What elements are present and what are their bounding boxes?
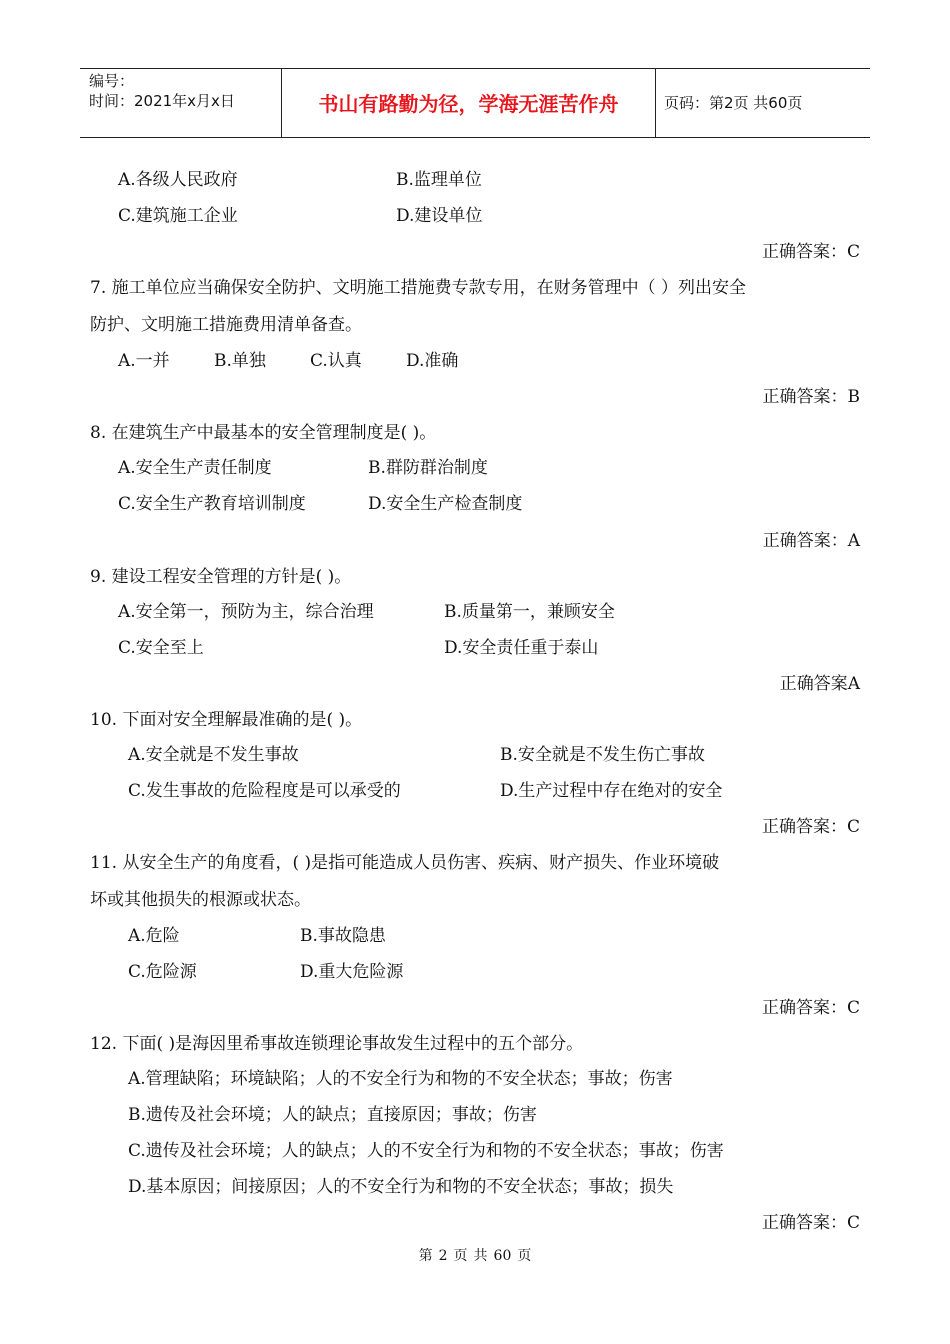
q8-option-b: B.群防群治制度 [368,458,488,478]
q8-option-a: A.安全生产责任制度 [118,458,272,478]
serial-label: 编号： [89,72,135,90]
q10-option-d: D.生产过程中存在绝对的安全 [500,781,723,801]
q6-option-a: A.各级人民政府 [118,170,238,190]
q12-option-d: D.基本原因；间接原因；人的不安全行为和物的不安全状态；事故；损失 [128,1177,674,1197]
q7-option-b: B.单独 [214,351,266,371]
q9-option-b: B.质量第一，兼顾安全 [444,602,615,622]
q7-option-c: C.认真 [310,351,362,371]
footer-page-word-end: 页 [517,1248,532,1264]
q11-option-c: C.危险源 [128,962,197,982]
q6-option-b: B.监理单位 [396,170,482,190]
page-footer [0,1246,950,1266]
q10-option-a: A.安全就是不发生事故 [128,745,299,765]
header-motto-cell [281,69,656,137]
page-info: 页码：第2页 共60页 [664,94,803,112]
q10-option-c: C.发生事故的危险程度是可以承受的 [128,781,401,801]
motto-text: 书山有路勤为径，学海无涯苦作舟 [318,92,619,116]
q8-answer: 正确答案：A [762,531,860,551]
time-label: 时间：2021年x月x日 [89,92,235,110]
footer-total-number: 60 [493,1248,512,1264]
q11-option-a: A.危险 [128,926,180,946]
q9-option-d: D.安全责任重于泰山 [444,638,599,658]
q11-stem-line2: 坏或其他损失的根源或状态。 [90,890,311,910]
q6-option-d: D.建设单位 [396,206,483,226]
q6-option-c: C.建筑施工企业 [118,206,238,226]
q7-option-a: A.一并 [118,351,170,371]
footer-page-number: 2 [438,1248,448,1264]
q7-answer: 正确答案：B [762,387,860,407]
footer-page-word-mid: 页 [453,1248,468,1264]
q11-option-b: B.事故隐患 [300,926,386,946]
q12-option-c: C.遗传及社会环境；人的缺点；人的不安全行为和物的不安全状态；事故；伤害 [128,1141,724,1161]
q6-answer: 正确答案：C [761,242,860,262]
document-header [80,68,870,138]
q7-stem-line2: 防护、文明施工措施费用清单备查。 [90,315,362,335]
q8-option-c: C.安全生产教育培训制度 [118,494,306,514]
q10-answer: 正确答案：C [761,817,860,837]
header-meta-cell [80,69,280,137]
q9-option-a: A.安全第一，预防为主，综合治理 [118,602,374,622]
q9-option-c: C.安全至上 [118,638,204,658]
q9-answer: 正确答案A [779,674,860,694]
footer-page-word-pre: 第 [418,1248,433,1264]
q7-option-d: D.准确 [406,351,459,371]
footer-total-word: 共 [473,1248,488,1264]
q11-option-d: D.重大危险源 [300,962,404,982]
q12-option-b: B.遗传及社会环境；人的缺点；直接原因；事故；伤害 [128,1105,537,1125]
q10-option-b: B.安全就是不发生伤亡事故 [500,745,705,765]
q9-stem: 9. 建设工程安全管理的方针是( )。 [90,567,352,587]
q8-stem: 8. 在建筑生产中最基本的安全管理制度是( )。 [90,423,437,443]
q11-answer: 正确答案：C [761,998,860,1018]
q10-stem: 10. 下面对安全理解最准确的是( )。 [90,710,363,730]
q7-stem-line1: 7. 施工单位应当确保安全防护、文明施工措施费专款专用，在财务管理中（ ）列出安全 [90,278,747,298]
q8-option-d: D.安全生产检查制度 [368,494,523,514]
q12-answer: 正确答案：C [761,1213,860,1233]
header-page-cell [655,69,870,137]
q12-stem: 12. 下面( )是海因里希事故连锁理论事故发生过程中的五个部分。 [90,1034,584,1054]
q12-option-a: A.管理缺陷；环境缺陷；人的不安全行为和物的不安全状态；事故；伤害 [128,1069,673,1089]
q11-stem-line1: 11. 从安全生产的角度看，( )是指可能造成人员伤害、疾病、财产损失、作业环境破 [90,853,720,873]
